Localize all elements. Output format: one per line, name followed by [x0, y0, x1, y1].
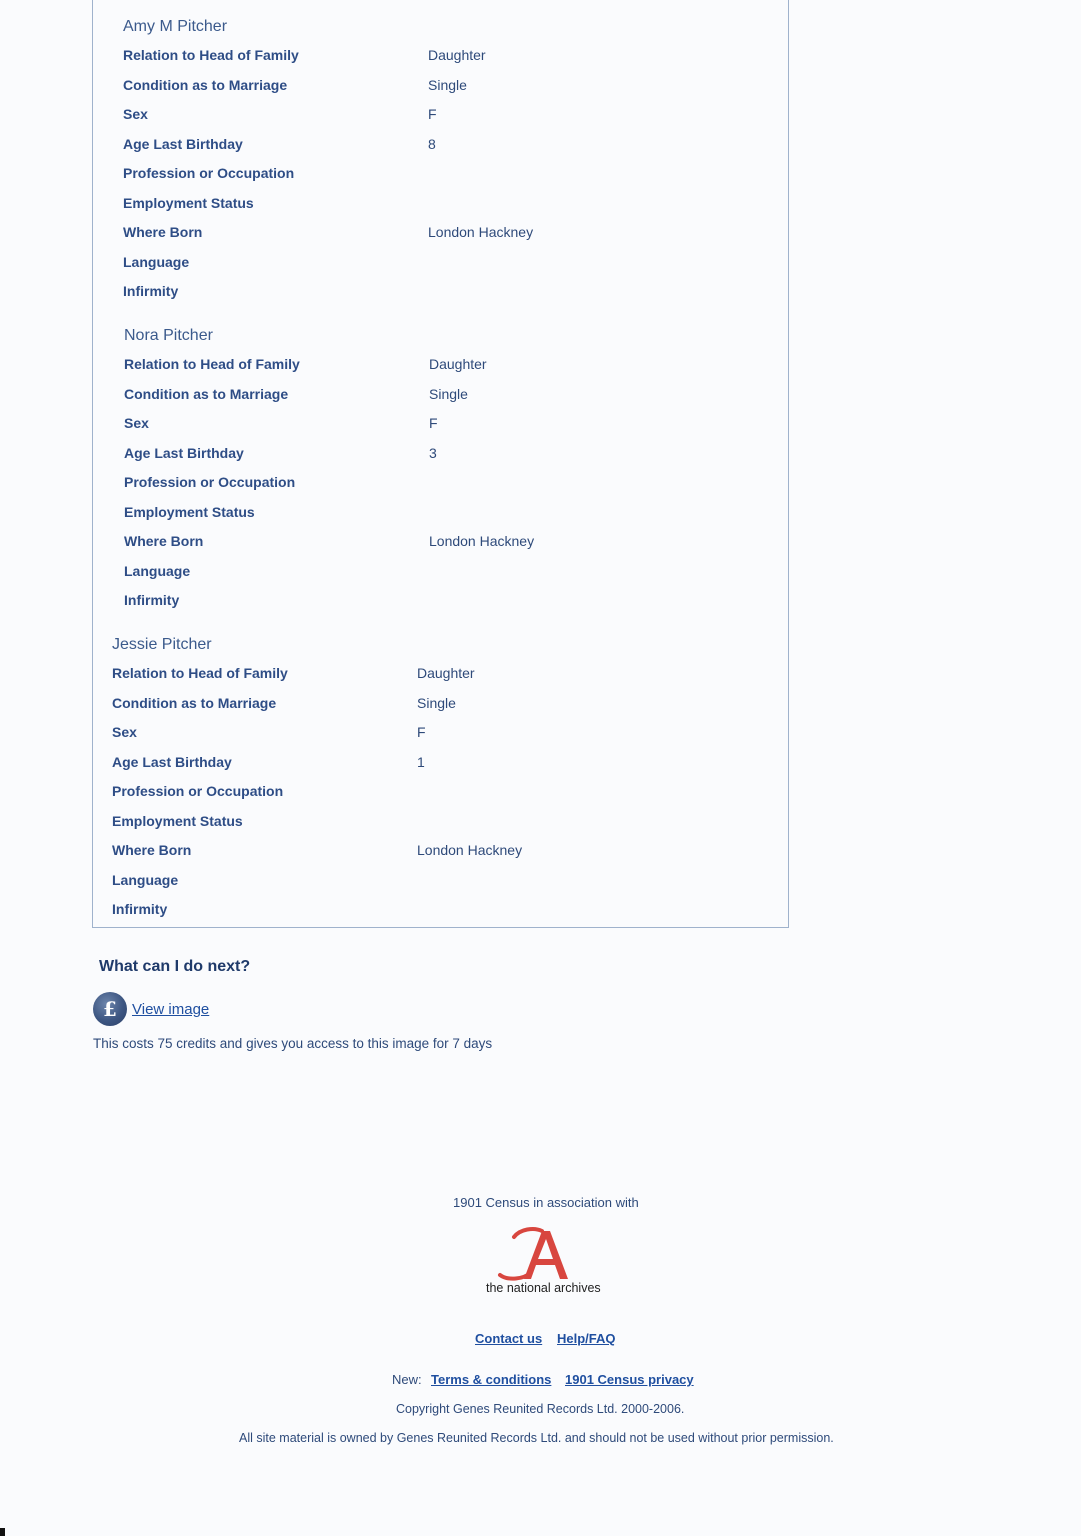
field-label: Sex: [123, 106, 148, 122]
field-label: Sex: [112, 724, 137, 740]
field-label: Profession or Occupation: [123, 165, 295, 181]
field-value: 1: [417, 754, 425, 770]
field-label: Employment Status: [112, 813, 243, 829]
copyright-text: Copyright Genes Reunited Records Ltd. 2000-2006.: [396, 1402, 685, 1416]
field-label: Where Born: [112, 842, 192, 858]
field-value: London Hackney: [428, 224, 534, 240]
view-image-link[interactable]: View image: [132, 1001, 210, 1018]
field-label: Relation to Head of Family: [123, 47, 299, 63]
field-value: F: [428, 106, 437, 122]
field-value: London Hackney: [429, 533, 535, 549]
field-label: Age Last Birthday: [112, 754, 232, 770]
new-label: New:: [392, 1372, 422, 1387]
logo-a-icon: [500, 1229, 568, 1279]
field-label: Where Born: [124, 533, 204, 549]
field-label: Relation to Head of Family: [112, 665, 288, 681]
person-name: Amy M Pitcher: [123, 18, 228, 35]
field-label: Condition as to Marriage: [124, 386, 289, 402]
field-label: Employment Status: [123, 195, 254, 211]
field-label: Language: [123, 254, 190, 270]
field-label: Profession or Occupation: [112, 783, 284, 799]
field-value: 8: [428, 136, 436, 152]
field-value: 3: [429, 445, 437, 461]
field-label: Condition as to Marriage: [123, 77, 288, 93]
ownership-notice: All site material is owned by Genes Reunited Records Ltd. and should not be used without prior permission.: [239, 1431, 834, 1445]
field-label: Age Last Birthday: [123, 136, 243, 152]
field-label: Infirmity: [112, 901, 168, 917]
field-value: Daughter: [417, 665, 475, 681]
field-label: Where Born: [123, 224, 203, 240]
national-archives-logo[interactable]: [484, 1223, 608, 1297]
person-name: Nora Pitcher: [124, 327, 213, 344]
association-text: 1901 Census in association with: [453, 1195, 639, 1210]
terms-conditions-link[interactable]: Terms & conditions: [431, 1372, 552, 1387]
field-value: Daughter: [429, 356, 487, 372]
next-steps-heading: What can I do next?: [99, 958, 251, 975]
field-label: Relation to Head of Family: [124, 356, 300, 372]
field-label: Language: [112, 872, 179, 888]
field-value: F: [429, 415, 438, 431]
person-name: Jessie Pitcher: [112, 636, 212, 653]
contact-us-link[interactable]: Contact us: [475, 1331, 543, 1346]
field-label: Language: [124, 563, 191, 579]
census-privacy-link[interactable]: 1901 Census privacy: [565, 1372, 694, 1387]
census-records-panel: [92, 0, 789, 928]
field-label: Employment Status: [124, 504, 255, 520]
cost-note: This costs 75 credits and gives you access to this image for 7 days: [93, 1036, 493, 1051]
field-value: Single: [428, 77, 467, 93]
field-label: Infirmity: [123, 283, 179, 299]
logo-caption: the national archives: [486, 1281, 601, 1295]
field-value: London Hackney: [417, 842, 523, 858]
field-label: Sex: [124, 415, 149, 431]
pound-coin-icon[interactable]: £: [93, 992, 127, 1026]
field-label: Profession or Occupation: [124, 474, 296, 490]
help-faq-link[interactable]: Help/FAQ: [557, 1331, 616, 1346]
scan-artifact: [0, 1528, 5, 1536]
field-value: F: [417, 724, 426, 740]
field-label: Infirmity: [124, 592, 180, 608]
field-value: Single: [429, 386, 468, 402]
field-value: Single: [417, 695, 456, 711]
field-label: Age Last Birthday: [124, 445, 244, 461]
field-label: Condition as to Marriage: [112, 695, 277, 711]
field-value: Daughter: [428, 47, 486, 63]
